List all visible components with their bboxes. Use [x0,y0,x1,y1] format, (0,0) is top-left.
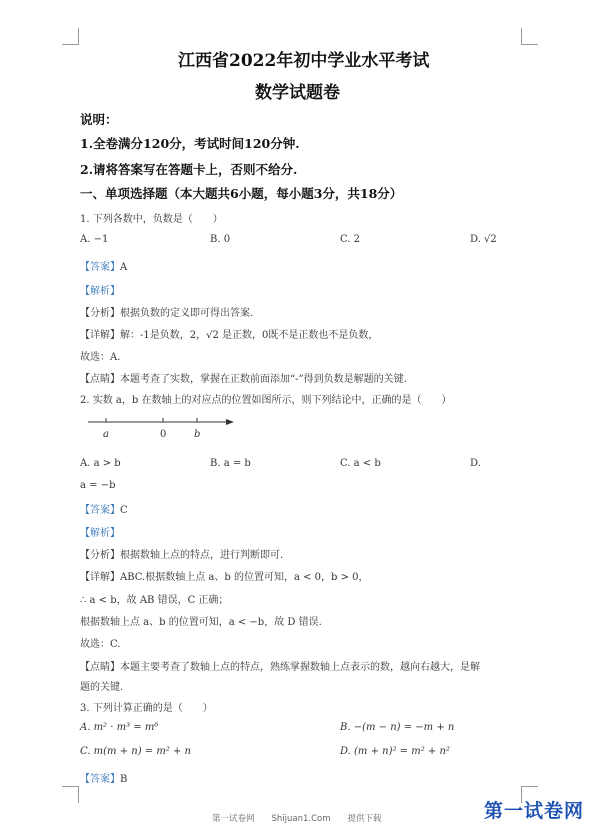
number-line [84,412,244,442]
q2-stem: 2. 实数 a，b 在数轴上的对应点的位置如图所示，则下列结论中，正确的是（ ） [80,395,452,406]
q2-comment-2: 题的关键. [80,682,124,693]
axis-label-a: a [103,429,109,440]
q2-comment-line [80,658,480,673]
q2-option-a: A. a > b [80,458,121,469]
answer-tag: 【答案】 [80,505,120,516]
q1-option-b: B. 0 [210,234,231,245]
q1-stem: 1. 下列各数中，负数是（ ） [80,214,223,225]
analysis-tag: 【解析】 [80,286,120,297]
q3-stem: 3. 下列计算正确的是（ ） [80,703,213,714]
q2-fenxi-line [80,546,283,561]
q3-option-c: C. m(m + n) = m² + n [80,746,192,757]
page-title: 江西省2022年初中学业水平考试 [178,51,430,71]
comment-tag: 【点睛】 [80,662,120,673]
q1-choose: 故选：A. [80,352,121,363]
q3-option-d: D. (m + n)² = m² + n² [340,746,450,757]
q2-option-b: B. a = b [210,458,251,469]
comment-tag: 【点睛】 [80,374,120,385]
note-2: 2.请将答案写在答题卡上，否则不给分. [80,162,298,177]
q1-answer-line [80,258,127,273]
axis-label-b: b [194,429,201,440]
q2-option-d-content: a = −b [80,480,116,491]
answer-tag: 【答案】 [80,774,120,785]
q2-detail-2: ∴ a < b，故 AB 错误，C 正确； [80,595,229,606]
notes-heading: 说明： [80,112,118,127]
q2-option-d: D. [470,458,481,469]
q1-answer: A [120,262,128,273]
q1-comment: 本题考查了实数，掌握在正数前面添加“-”得到负数是解题的关键. [120,374,407,385]
q1-detail: 解：-1是负数，2，√2 是正数，0既不是正数也不是负数， [120,330,379,341]
section-heading: 一、单项选择题（本大题共6小题，每小题3分，共18分） [80,186,403,201]
q1-comment-line [80,370,407,385]
q2-comment: 本题主要考查了数轴上点的特点，熟练掌握数轴上点表示的数，越向右越大，是解 [120,662,480,673]
q2-fenxi: 根据数轴上点的特点，进行判断即可. [120,550,284,561]
q2-answer: C [120,505,128,516]
fenxi-tag: 【分析】 [80,308,120,319]
q2-answer-line [80,501,128,516]
corner-mark-top-left [62,28,79,45]
q1-fenxi-line [80,304,253,319]
note-1: 1.全卷满分120分，考试时间120分钟. [80,136,300,151]
q1-fenxi: 根据负数的定义即可得出答案. [120,308,254,319]
q2-detail-3: 根据数轴上点 a、b 的位置可知，a < −b，故 D 错误. [80,617,322,628]
q1-option-a: A. −1 [80,234,109,245]
q2-detail: ABC.根据数轴上点 a、b 的位置可知，a < 0，b > 0， [120,572,369,583]
q2-detail-line [80,568,369,583]
detail-tag: 【详解】 [80,572,120,583]
q3-answer: B [120,774,128,785]
q1-option-c: C. 2 [340,234,361,245]
page-subtitle: 数学试题卷 [255,83,340,103]
axis-label-zero: 0 [160,429,167,440]
q1-option-d: D. √2 [470,234,497,245]
analysis-tag: 【解析】 [80,528,120,539]
q3-option-a: A. m² · m³ = m⁶ [80,722,159,733]
fenxi-tag: 【分析】 [80,550,120,561]
corner-mark-bottom-left [62,786,79,803]
detail-tag: 【详解】 [80,330,120,341]
q3-option-b: B. −(m − n) = −m + n [340,722,455,733]
q2-choose: 故选：C. [80,639,121,650]
q3-answer-line [80,770,127,785]
answer-tag: 【答案】 [80,262,120,273]
page-footer: 第一试卷网 Shijuan1.Com 提供下载 [212,814,382,824]
q1-detail-line [80,326,378,341]
q2-option-c: C. a < b [340,458,381,469]
corner-mark-top-right [521,28,538,45]
watermark-logo: 第一试卷网 [484,800,585,822]
